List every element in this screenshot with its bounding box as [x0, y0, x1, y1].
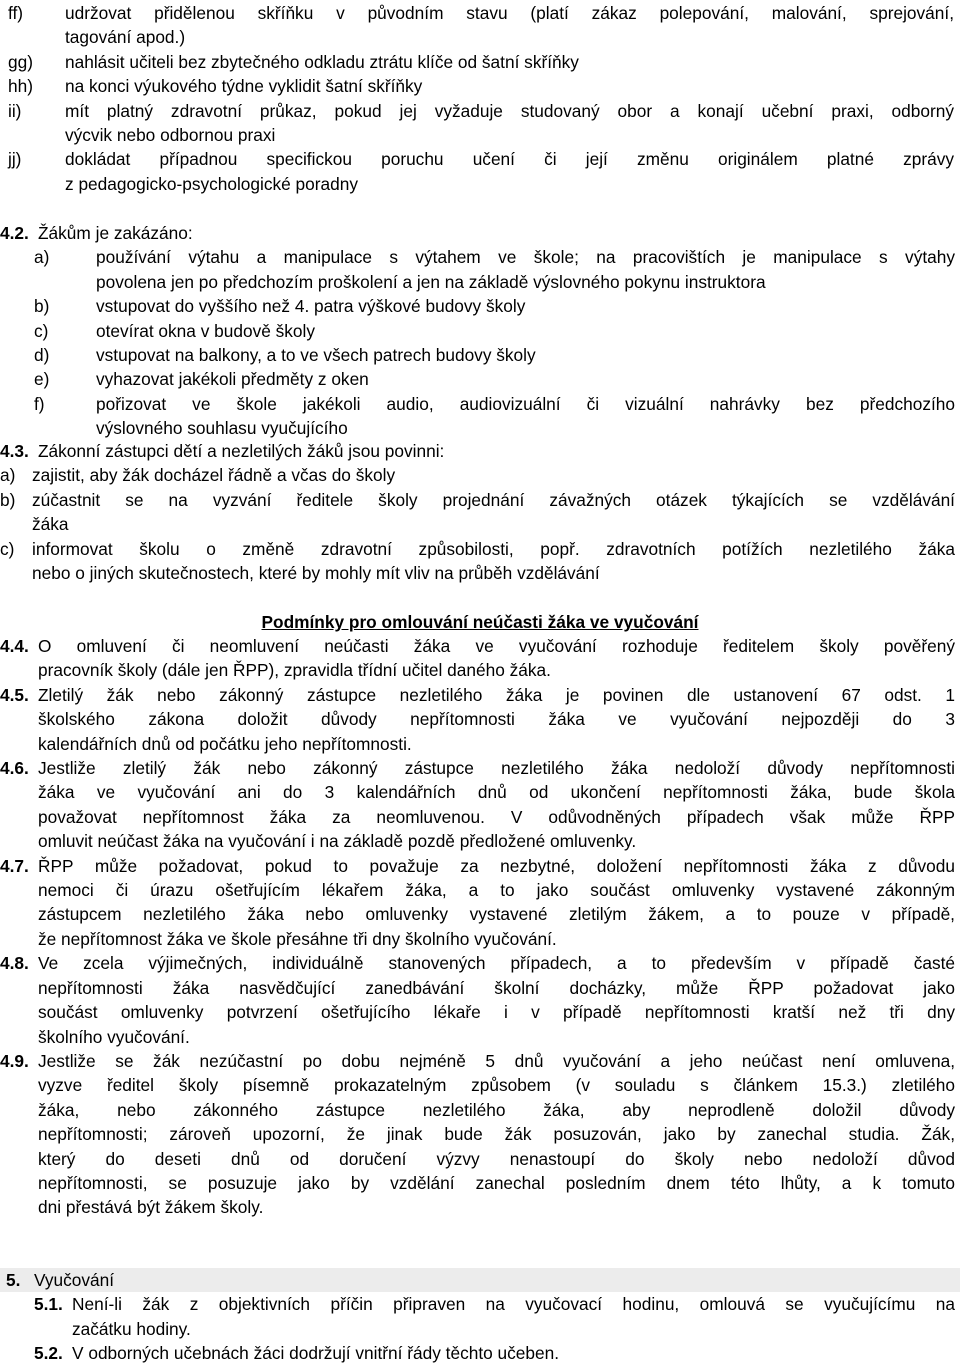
text-line: školního vyučování.: [38, 1026, 190, 1047]
numbered-paragraph: [0, 756, 955, 854]
text-line: pořizovat ve škole jakékoli audio, audiovizuální či vizuální nahrávky bez předchozího: [96, 393, 955, 414]
text-line: žáka: [32, 514, 69, 535]
text-line: kalendářních dnů od počátku jeho nepřítomnosti.: [38, 733, 412, 754]
text-line: Zletilý žák nebo zákonný zástupce nezletilého žáka je povinen dle ustanovení 67 odst. 1: [38, 684, 955, 705]
item-label: b): [0, 489, 16, 510]
paragraph-text: [72, 1292, 955, 1341]
text-line: dni přestává být žákem školy.: [38, 1197, 264, 1218]
text-line: udržovat přidělenou skříňku v původním stavu (platí zákaz polepování, malování, sprejování,: [65, 3, 954, 23]
absence-rules: [0, 634, 955, 1220]
text-line: mít platný zdravotní průkaz, pokud jej vyžaduje studovaný obor a konají učební praxi, odborný: [65, 100, 954, 121]
text-line: zúčastnit se na vyzvání ředitele školy projednání závažných otázek týkajících se vzdělávání: [32, 489, 955, 510]
item-label: ff): [8, 3, 24, 23]
item-label: a): [34, 247, 50, 268]
item-text: [96, 343, 955, 367]
item-label: hh): [8, 76, 33, 97]
numbered-paragraph: [34, 1292, 955, 1341]
section-number: 4.3.: [0, 441, 29, 461]
paragraph-text: [72, 1341, 955, 1365]
paragraph-number: 5.1.: [34, 1294, 63, 1315]
text-line: vstupovat do vyššího než 4. patra výškové budovy školy: [96, 296, 526, 317]
text-line: zajistit, aby žák docházel řádně a včas do školy: [32, 465, 396, 486]
section-5-heading: [6, 1268, 955, 1292]
text-line: nepřítomnosti žáka nasvědčující zanedbávání školní docházky, může ŘPP požadovat jako: [38, 977, 955, 998]
list-item: [8, 1, 954, 50]
text-line: Ve zcela výjimečných, individuálně stanovených případech, a to především v případě časté: [38, 953, 955, 974]
section-title: Zákonní zástupci dětí a nezletilých žáků jsou povinni:: [38, 441, 445, 461]
section-5: [6, 1268, 955, 1366]
text-line: nepřítomnosti, se posuzuje jako by vzdělání zanechal posledním dnem této lhůty, a k tomuto: [38, 1172, 955, 1193]
text-line: dokládat případnou specifickou poruchu učení či její změnu originálem platné zprávy: [65, 149, 954, 170]
text-line: vstupovat na balkony, a to ve všech patrech budovy školy: [96, 345, 536, 366]
paragraph-text: [38, 634, 955, 683]
text-line: považovat nepřítomnost žáka za neomluvenou. V odůvodněných případech však může ŘPP: [38, 806, 955, 827]
item-text: [96, 392, 955, 441]
paragraph-text: [38, 683, 955, 756]
item-label: d): [34, 345, 50, 366]
text-line: ŘPP může požadovat, pokud to považuje za nezbytné, doložení nepřítomnosti žáka z důvodu: [38, 855, 955, 876]
text-line: zástupcem nezletilého žáka nebo omluvenky vystavené zletilým žákem, a to pouze v případě,: [38, 904, 955, 925]
list-item: [8, 99, 954, 148]
text-line: součást omluvenky potvrzení ošetřujícího lékaře i v případě nepřítomnosti kratší než tři dny: [38, 1002, 955, 1023]
item-label: c): [0, 538, 15, 559]
item-text: [96, 294, 955, 318]
text-line: pracovník školy (dále jen ŘPP), zpravidla třídní učitel daného žáka.: [38, 660, 551, 681]
text-line: nemoci či úrazu ošetřujícím lékařem žáka, a to jako součást omluvenky vystavené zákonným: [38, 880, 955, 901]
text-line: vyzve ředitel školy písemně prokazatelným způsobem (v souladu s článkem 15.3.) zletilého: [38, 1075, 955, 1096]
list-item: [8, 74, 954, 98]
item-text: [65, 147, 954, 196]
text-line: nahlásit učiteli bez zbytečného odkladu ztrátu klíče od šatní skříňky: [65, 51, 579, 72]
list-item: [34, 343, 955, 367]
paragraph-number: 5.2.: [34, 1343, 63, 1364]
item-label: gg): [8, 51, 33, 72]
text-line: informovat školu o změně zdravotní způsobilosti, popř. zdravotních potížích nezletilého žáka: [32, 538, 955, 559]
text-line: že nepřítomnost žáka ve škole přesáhne tři dny školního vyučování.: [38, 928, 557, 949]
text-line: na konci výukového týdne vyklidit šatní skříňky: [65, 76, 423, 97]
item-text: [32, 463, 955, 487]
paragraph-number: 4.4.: [0, 636, 29, 656]
text-line: Jestliže se žák nezúčastní po dobu nejméně 5 dnů vyučování a jeho neúčast není omluvena,: [38, 1050, 955, 1071]
item-label: jj): [8, 149, 22, 170]
item-label: e): [34, 369, 50, 390]
item-label: a): [0, 465, 16, 486]
text-line: nepřítomnosti; zároveň upozorní, že jinak bude žák posuzován, jako by zanechal studia. Žák,: [38, 1124, 955, 1145]
section-4-2: [0, 221, 955, 441]
item-text: [96, 245, 955, 294]
item-label: c): [34, 320, 49, 341]
numbered-paragraph: [0, 854, 955, 952]
item-label: ii): [8, 100, 22, 121]
numbered-paragraph: [34, 1341, 955, 1365]
section-title: Vyučování: [34, 1270, 115, 1290]
list-item: [0, 463, 955, 487]
numbered-paragraph: [0, 1049, 955, 1220]
item-text: [65, 50, 954, 74]
paragraph-text: [38, 854, 955, 952]
paragraph-number: 4.8.: [0, 953, 29, 974]
item-text: [65, 99, 954, 148]
text-line: povolena jen po předchozím proškolení a jen na základě výslovného pokynu instruktora: [96, 271, 766, 292]
item-text: [32, 488, 955, 537]
item-label: b): [34, 296, 50, 317]
list-item: [34, 245, 955, 294]
paragraph-text: [38, 756, 955, 854]
text-line: O omluvení či neomluvení neúčasti žáka ve vyučování rozhoduje ředitelem školy pověřený: [38, 636, 955, 656]
text-line: vyhazovat jakékoli předměty z oken: [96, 369, 369, 390]
numbered-paragraph: [0, 951, 955, 1049]
text-line: otevírat okna v budově školy: [96, 320, 316, 341]
section-heading: [0, 221, 955, 245]
list-item: [8, 50, 954, 74]
section-items: [34, 245, 955, 440]
numbered-paragraph: [0, 634, 955, 683]
paragraph-number: 4.9.: [0, 1050, 29, 1071]
list-item: [0, 537, 955, 586]
section-title: Žákům je zakázáno:: [38, 223, 193, 243]
text-line: z pedagogicko-psychologické poradny: [65, 173, 359, 194]
text-line: omluvit neúčast žáka na vyučování i na základě pozdě předložené omluvenky.: [38, 831, 637, 852]
paragraph-number: 4.7.: [0, 855, 29, 876]
list-item: [34, 294, 955, 318]
text-line: V odborných učebnách žáci dodržují vnitřní řády těchto učeben.: [72, 1343, 560, 1364]
section-heading: [0, 439, 955, 463]
text-line: výcvik nebo odbornou praxi: [65, 125, 276, 146]
paragraph-number: 4.5.: [0, 684, 29, 705]
text-line: Není-li žák z objektivních příčin připraven na vyučovací hodinu, omlouvá se vyučujícímu na: [72, 1294, 955, 1315]
text-line: který do deseti dnů od doručení výzvy nenastoupí do školy nebo nedoloží důvod: [38, 1148, 955, 1169]
heading-absence: Podmínky pro omlouvání neúčasti žáka ve vyučování: [261, 612, 699, 632]
text-line: používání výtahu a manipulace s výtahem ve škole; na pracovištích je manipulace s výtahy: [96, 247, 955, 268]
item-text: [96, 319, 955, 343]
paragraph-number: 4.6.: [0, 758, 29, 779]
paragraph-text: [38, 1049, 955, 1220]
list-item: [34, 319, 955, 343]
section-4-3: [0, 439, 955, 585]
item-label: f): [34, 393, 45, 414]
text-line: začátku hodiny.: [72, 1318, 191, 1339]
item-text: [96, 367, 955, 391]
list-item: [34, 367, 955, 391]
paragraph-text: [38, 951, 955, 1049]
text-line: žáka, nebo zákonného zástupce nezletilého žáka, aby neprodleně doložil důvody: [38, 1099, 955, 1120]
item-text: [65, 74, 954, 98]
section-number: 4.2.: [0, 223, 29, 243]
item-text: [65, 1, 954, 50]
text-line: tagování apod.): [65, 27, 186, 48]
section-number: 5.: [6, 1270, 21, 1290]
text-line: výslovného souhlasu vyučujícího: [96, 418, 348, 439]
list-item: [8, 147, 954, 196]
numbered-paragraph: [0, 683, 955, 756]
text-line: žáka ve vyučování ani do 3 kalendářních dnů od ukončení nepřítomnosti žáka, bude škola: [38, 782, 955, 803]
list-obligations: [8, 1, 954, 196]
item-text: [32, 537, 955, 586]
text-line: Jestliže zletilý žák nebo zákonný zástupce nezletilého žáka nedoloží důvody nepřítomnosti: [38, 758, 955, 779]
text-line: nebo o jiných skutečnostech, které by mohly mít vliv na průběh vzdělávání: [32, 563, 600, 584]
text-line: školského zákona doložit důvody nepřítomnosti žáka ve vyučování nejpozději do 3: [38, 709, 955, 730]
section-items: [0, 463, 955, 585]
list-item: [0, 488, 955, 537]
list-item: [34, 392, 955, 441]
